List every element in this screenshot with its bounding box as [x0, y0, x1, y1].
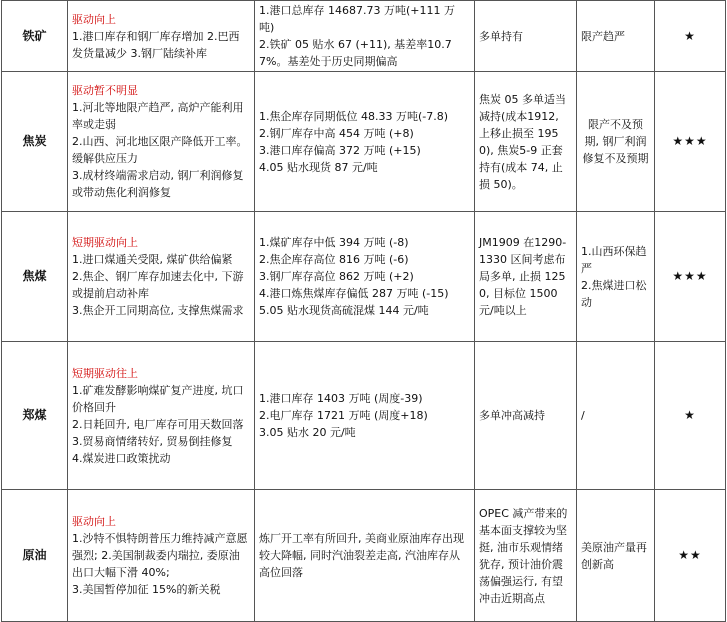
risk-line: 限产趋严 — [581, 29, 625, 43]
risk-line: 1.山西环保趋严 — [581, 244, 647, 275]
indicator-line: 3.港口库存偏高 372 万吨 (+15) — [259, 143, 421, 157]
indicator-line: 1.焦企库存同期低位 48.33 万吨(-7.8) — [259, 109, 449, 123]
driver-cell — [68, 490, 255, 622]
commodity-strategy-table — [1, 0, 726, 622]
indicator-cell — [255, 342, 475, 490]
indicator-cell — [255, 1, 475, 72]
indicator-line: 1.港口总库存 14687.73 万吨(+111 万吨) — [259, 4, 455, 34]
indicator-line: 2.铁矿 05 贴水 67 (+11), 基差率10.77%。基差处于历史同期偏高 — [259, 38, 452, 68]
driver-label: 驱动暂不明显 — [72, 84, 138, 97]
indicator-line: 3.钢厂库存高位 862 万吨 (+2) — [259, 270, 414, 283]
indicator-line: 4.港口炼焦煤库存偏低 287 万吨 (-15) — [259, 287, 449, 300]
driver-line: 3.成材终端需求启动, 钢厂利润修复或带动焦化利润修复 — [72, 169, 244, 199]
driver-label: 短期驱动往上 — [72, 366, 138, 380]
risk-cell — [577, 212, 655, 342]
driver-line: 1.港口库存和钢厂库存增加 2.巴西发货量减少 3.钢厂陆续补库 — [72, 29, 240, 60]
driver-cell — [68, 1, 255, 72]
driver-cell — [68, 342, 255, 490]
indicator-line: 1.港口库存 1403 万吨 (周度-39) — [259, 392, 423, 405]
indicator-cell — [255, 72, 475, 212]
indicator-cell — [255, 490, 475, 622]
driver-line: 3.焦企开工同期高位, 支撑焦煤需求 — [72, 304, 244, 317]
commodity-name: 原油 — [2, 490, 68, 622]
indicator-line: 4.05 贴水现货 87 元/吨 — [259, 160, 378, 174]
risk-cell — [577, 490, 655, 622]
commodity-name: 铁矿 — [2, 1, 68, 72]
commodity-name: 焦煤 — [2, 212, 68, 342]
driver-line: 3.美国暂停加征 15%的新关税 — [72, 583, 221, 596]
strategy-cell: 焦炭 05 多单适当减持(成本1912, 上移止损至 1950), 焦炭5-9 正套持有(成本 74, 止损 50)。 — [475, 72, 577, 212]
indicator-line: 2.焦企库存高位 816 万吨 (-6) — [259, 253, 409, 266]
driver-line: 1.矿难发酵影响煤矿复产进度, 坑口价格回升 — [72, 383, 244, 414]
indicator-line: 2.钢厂库存中高 454 万吨 (+8) — [259, 126, 414, 140]
driver-line: 2.日耗回升, 电厂库存可用天数回落 — [72, 417, 244, 431]
table-row — [2, 342, 726, 490]
table-row — [2, 490, 726, 622]
rating-stars: ★★★ — [655, 212, 726, 342]
driver-cell — [68, 72, 255, 212]
indicator-cell — [255, 212, 475, 342]
risk-line: 美原油产量再创新高 — [581, 540, 647, 571]
risk-cell — [577, 72, 655, 212]
strategy-cell: 多单持有 — [475, 1, 577, 72]
indicator-line: 2.电厂库存 1721 万吨 (周度+18) — [259, 409, 428, 422]
risk-line: / — [581, 409, 585, 422]
table-row — [2, 72, 726, 212]
driver-line: 1.沙特不惧特朗普压力维持减产意愿强烈; 2.美国制裁委内瑞拉, 委原油出口大幅下滑 40%; — [72, 532, 248, 579]
indicator-line: 3.05 贴水 20 元/吨 — [259, 426, 356, 439]
strategy-cell: JM1909 在1290-1330 区间考虑布局多单, 止损 1250, 目标位 1500 元/吨以上 — [475, 212, 577, 342]
driver-label: 短期驱动向上 — [72, 236, 138, 249]
risk-line: 2.焦煤进口松动 — [581, 278, 647, 309]
rating-stars: ★ — [655, 342, 726, 490]
driver-line: 3.贸易商情绪转好, 贸易倒挂修复 — [72, 434, 233, 448]
commodity-name: 焦炭 — [2, 72, 68, 212]
risk-line: 限产不及预期, 钢厂利润修复不及预期 — [582, 118, 649, 165]
table-row — [2, 212, 726, 342]
strategy-cell: OPEC 减产带来的基本面支撑较为坚挺, 油市乐观情绪犹存, 预计油价震荡偏强运行, 有望冲击近期高点 — [475, 490, 577, 622]
driver-line: 1.河北等地限产趋严, 高炉产能利用率或走弱 — [72, 101, 244, 131]
risk-cell — [577, 1, 655, 72]
driver-line: 2.山西、河北地区限产降低开工率。缓解供应压力 — [72, 135, 248, 165]
rating-stars: ★ — [655, 1, 726, 72]
driver-label: 驱动向上 — [72, 515, 116, 528]
risk-cell — [577, 342, 655, 490]
indicator-line: 1.煤矿库存中低 394 万吨 (-8) — [259, 236, 409, 249]
rating-stars: ★★★ — [655, 72, 726, 212]
driver-line: 4.煤炭进口政策扰动 — [72, 451, 171, 465]
table-row — [2, 1, 726, 72]
driver-cell — [68, 212, 255, 342]
driver-line: 2.焦企、钢厂库存加速去化中, 下游或提前启动补库 — [72, 270, 244, 300]
indicator-line: 5.05 贴水现货高硫混煤 144 元/吨 — [259, 304, 429, 317]
rating-stars: ★★ — [655, 490, 726, 622]
indicator-line: 炼厂开工率有所回升, 美商业原油库存出现较大降幅, 同时汽油裂差走高, 汽油库存从高位回落 — [259, 532, 464, 579]
driver-label: 驱动向上 — [72, 12, 116, 26]
strategy-cell: 多单冲高减持 — [475, 342, 577, 490]
driver-line: 1.进口煤通关受限, 煤矿供给偏紧 — [72, 253, 233, 266]
commodity-name: 郑煤 — [2, 342, 68, 490]
